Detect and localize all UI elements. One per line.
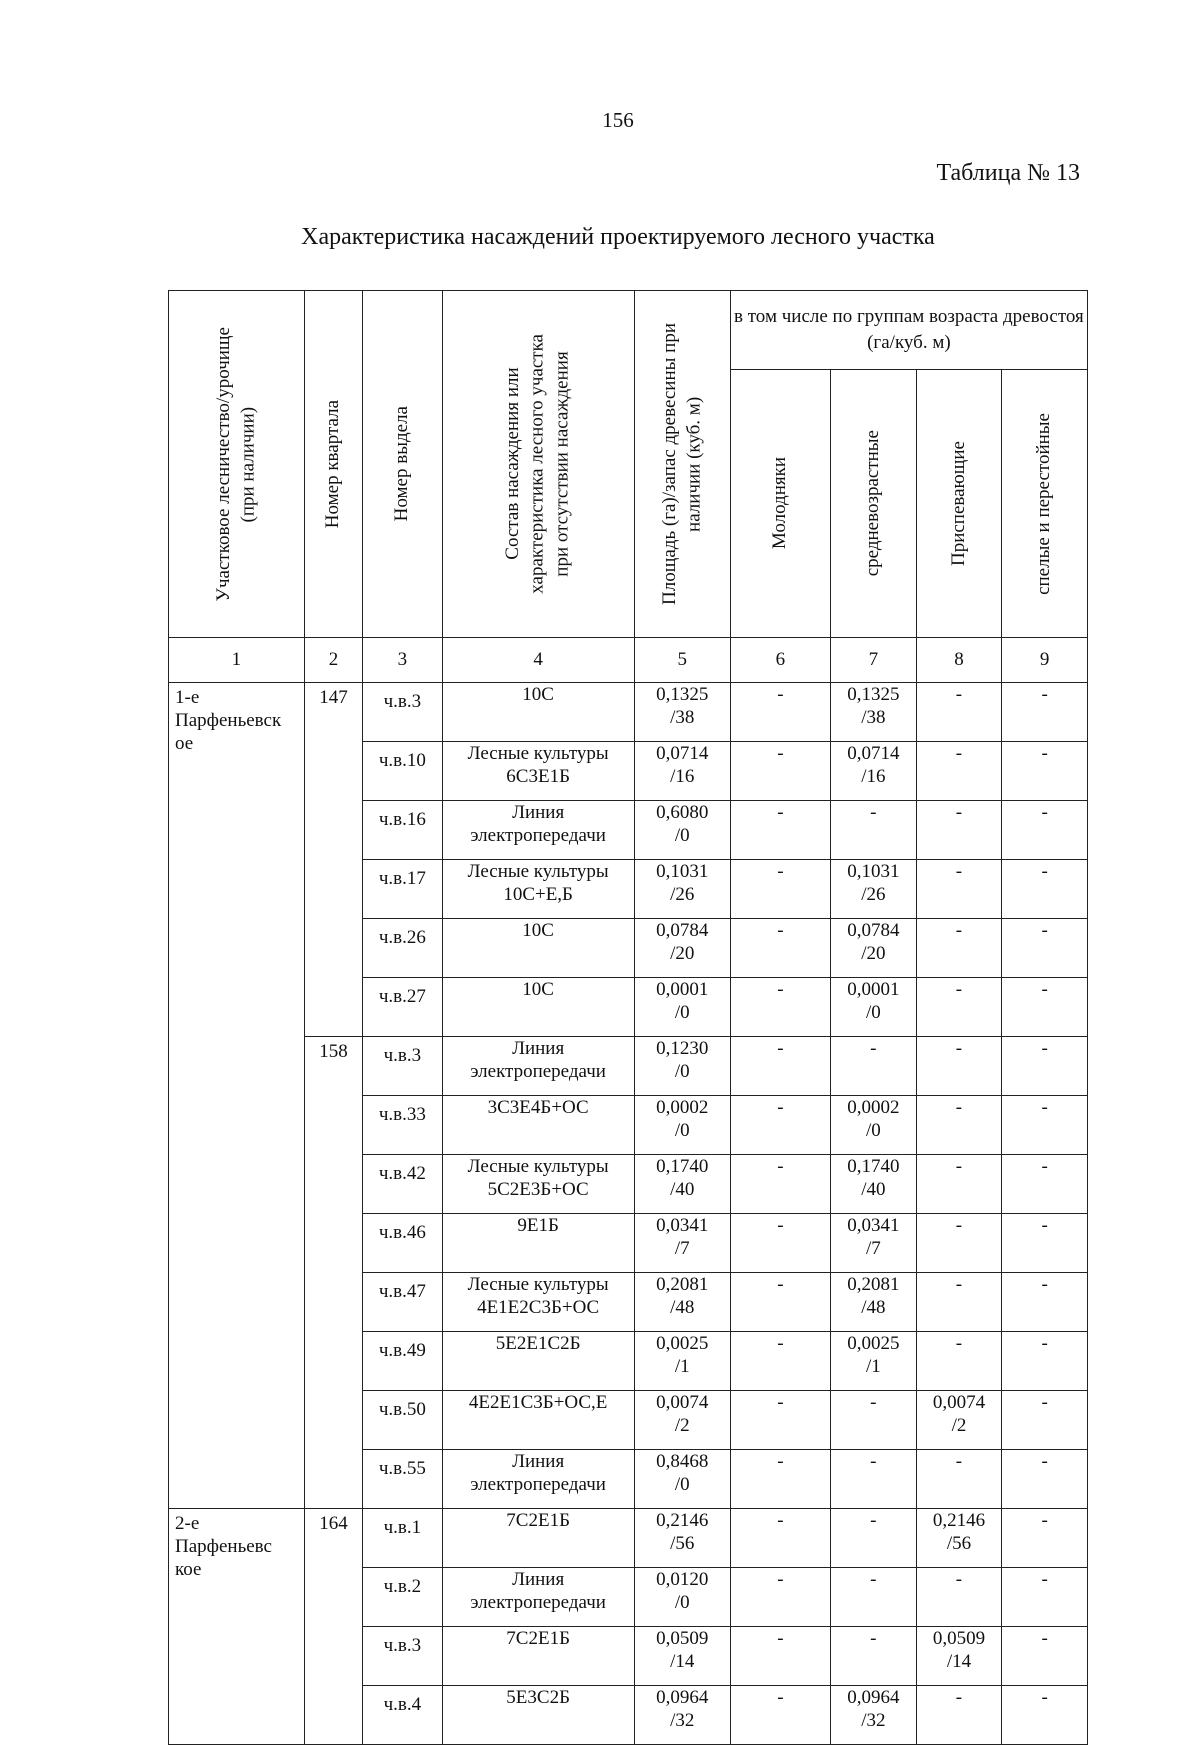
composition-cell: 5Е2Е1С2Б <box>442 1332 634 1391</box>
young-cell: - <box>730 1686 830 1745</box>
middle-aged-cell: - <box>831 1037 917 1096</box>
header-subdivision-number: Номер выдела <box>363 291 442 638</box>
ripening-cell: - <box>916 1686 1002 1745</box>
ripening-cell: - <box>916 1332 1002 1391</box>
document-title: Характеристика насаждений проектируемого лесного участка <box>301 224 935 250</box>
column-number: 6 <box>730 638 830 683</box>
mature-cell: - <box>1002 919 1088 978</box>
mature-cell: - <box>1002 1332 1088 1391</box>
young-cell: - <box>730 742 830 801</box>
subdivision-cell: ч.в.49 <box>363 1332 442 1391</box>
ripening-cell: - <box>916 1568 1002 1627</box>
middle-aged-cell: 0,0784 /20 <box>831 919 917 978</box>
ripening-cell: - <box>916 801 1002 860</box>
header-ripening: Приспевающие <box>916 370 1002 638</box>
subdivision-cell: ч.в.33 <box>363 1096 442 1155</box>
mature-cell: - <box>1002 1037 1088 1096</box>
middle-aged-cell: 0,1031 /26 <box>831 860 917 919</box>
page-number: 156 <box>602 108 634 132</box>
composition-cell: Линия электропередачи <box>442 1037 634 1096</box>
area-volume-cell: 0,0714 /16 <box>634 742 730 801</box>
mature-cell: - <box>1002 1214 1088 1273</box>
ripening-cell: - <box>916 1155 1002 1214</box>
area-volume-cell: 0,0025 /1 <box>634 1332 730 1391</box>
mature-cell: - <box>1002 801 1088 860</box>
area-volume-cell: 0,1230 /0 <box>634 1037 730 1096</box>
area-volume-cell: 0,8468 /0 <box>634 1450 730 1509</box>
subdivision-cell: ч.в.47 <box>363 1273 442 1332</box>
column-number: 4 <box>442 638 634 683</box>
subdivision-cell: ч.в.16 <box>363 801 442 860</box>
young-cell: - <box>730 1450 830 1509</box>
ripening-cell: 0,0074 /2 <box>916 1391 1002 1450</box>
young-cell: - <box>730 683 830 742</box>
young-cell: - <box>730 978 830 1037</box>
area-volume-cell: 0,1740 /40 <box>634 1155 730 1214</box>
subdivision-cell: ч.в.3 <box>363 683 442 742</box>
middle-aged-cell: - <box>831 1450 917 1509</box>
header-forestry: Участковое лесничество/урочище (при наличии) <box>169 291 305 638</box>
subdivision-cell: ч.в.1 <box>363 1509 442 1568</box>
column-number: 2 <box>304 638 362 683</box>
ripening-cell: 0,2146 /56 <box>916 1509 1002 1568</box>
middle-aged-cell: 0,0025 /1 <box>831 1332 917 1391</box>
middle-aged-cell: 0,1740 /40 <box>831 1155 917 1214</box>
area-volume-cell: 0,0784 /20 <box>634 919 730 978</box>
column-number: 9 <box>1002 638 1088 683</box>
composition-cell: 7С2Е1Б <box>442 1509 634 1568</box>
young-cell: - <box>730 801 830 860</box>
area-volume-cell: 0,0964 /32 <box>634 1686 730 1745</box>
middle-aged-cell: 0,1325 /38 <box>831 683 917 742</box>
middle-aged-cell: 0,2081 /48 <box>831 1273 917 1332</box>
composition-cell: Лесные культуры 5С2Е3Б+ОС <box>442 1155 634 1214</box>
mature-cell: - <box>1002 1155 1088 1214</box>
composition-cell: 10С <box>442 978 634 1037</box>
young-cell: - <box>730 1096 830 1155</box>
mature-cell: - <box>1002 1509 1088 1568</box>
area-volume-cell: 0,0341 /7 <box>634 1214 730 1273</box>
header-composition: Состав насаждения или характеристика лесного участка при отсутствии насаждения <box>442 291 634 638</box>
table-body <box>169 683 1088 1745</box>
subdivision-cell: ч.в.3 <box>363 1627 442 1686</box>
middle-aged-cell: 0,0002 /0 <box>831 1096 917 1155</box>
ripening-cell: - <box>916 1037 1002 1096</box>
forestry-cell: 2-е Парфеньевс кое <box>169 1509 305 1745</box>
area-volume-cell: 0,0002 /0 <box>634 1096 730 1155</box>
area-volume-cell: 0,1325 /38 <box>634 683 730 742</box>
composition-cell: Линия электропередачи <box>442 801 634 860</box>
composition-cell: 10С <box>442 919 634 978</box>
column-number: 3 <box>363 638 442 683</box>
ripening-cell: - <box>916 742 1002 801</box>
header-age-groups: в том числе по группам возраста древостоя (га/куб. м) <box>730 291 1087 370</box>
mature-cell: - <box>1002 1568 1088 1627</box>
subdivision-cell: ч.в.42 <box>363 1155 442 1214</box>
composition-cell: 3С3Е4Б+ОС <box>442 1096 634 1155</box>
young-cell: - <box>730 860 830 919</box>
ripening-cell: - <box>916 860 1002 919</box>
subdivision-cell: ч.в.27 <box>363 978 442 1037</box>
area-volume-cell: 0,0001 /0 <box>634 978 730 1037</box>
mature-cell: - <box>1002 1391 1088 1450</box>
table-row <box>169 683 1088 742</box>
composition-cell: 4Е2Е1С3Б+ОС,Е <box>442 1391 634 1450</box>
young-cell: - <box>730 1391 830 1450</box>
ripening-cell: - <box>916 1214 1002 1273</box>
header-mature-overmature: спелые и перестойные <box>1002 370 1088 638</box>
area-volume-cell: 0,0074 /2 <box>634 1391 730 1450</box>
table-row <box>169 1037 1088 1096</box>
subdivision-cell: ч.в.2 <box>363 1568 442 1627</box>
subdivision-cell: ч.в.50 <box>363 1391 442 1450</box>
ripening-cell: - <box>916 1450 1002 1509</box>
ripening-cell: - <box>916 1273 1002 1332</box>
subdivision-cell: ч.в.17 <box>363 860 442 919</box>
composition-cell: 7С2Е1Б <box>442 1627 634 1686</box>
young-cell: - <box>730 1037 830 1096</box>
young-cell: - <box>730 1273 830 1332</box>
middle-aged-cell: - <box>831 1568 917 1627</box>
ripening-cell: - <box>916 978 1002 1037</box>
subdivision-cell: ч.в.3 <box>363 1037 442 1096</box>
column-number: 7 <box>831 638 917 683</box>
subdivision-cell: ч.в.46 <box>363 1214 442 1273</box>
mature-cell: - <box>1002 742 1088 801</box>
composition-cell: Линия электропередачи <box>442 1450 634 1509</box>
young-cell: - <box>730 1155 830 1214</box>
area-volume-cell: 0,2081 /48 <box>634 1273 730 1332</box>
middle-aged-cell: 0,0964 /32 <box>831 1686 917 1745</box>
young-cell: - <box>730 1332 830 1391</box>
mature-cell: - <box>1002 860 1088 919</box>
middle-aged-cell: - <box>831 1509 917 1568</box>
young-cell: - <box>730 1214 830 1273</box>
young-cell: - <box>730 1568 830 1627</box>
header-area-volume: Площадь (га)/запас древесины при наличии (куб. м) <box>634 291 730 638</box>
mature-cell: - <box>1002 978 1088 1037</box>
young-cell: - <box>730 919 830 978</box>
subdivision-cell: ч.в.10 <box>363 742 442 801</box>
quarter-cell: 164 <box>304 1509 362 1745</box>
mature-cell: - <box>1002 1096 1088 1155</box>
table-row <box>169 1509 1088 1568</box>
stand-characteristics-table <box>168 290 1088 1745</box>
column-number: 5 <box>634 638 730 683</box>
forestry-cell: 1-е Парфеньевск ое <box>169 683 305 1509</box>
composition-cell: Лесные культуры 4Е1Е2С3Б+ОС <box>442 1273 634 1332</box>
quarter-cell: 158 <box>304 1037 362 1509</box>
table-header <box>169 291 1088 683</box>
quarter-cell: 147 <box>304 683 362 1037</box>
area-volume-cell: 0,6080 /0 <box>634 801 730 860</box>
column-number: 1 <box>169 638 305 683</box>
area-volume-cell: 0,1031 /26 <box>634 860 730 919</box>
young-cell: - <box>730 1627 830 1686</box>
middle-aged-cell: 0,0001 /0 <box>831 978 917 1037</box>
ripening-cell: - <box>916 1096 1002 1155</box>
composition-cell: Лесные культуры 6С3Е1Б <box>442 742 634 801</box>
subdivision-cell: ч.в.55 <box>363 1450 442 1509</box>
ripening-cell: - <box>916 683 1002 742</box>
area-volume-cell: 0,0120 /0 <box>634 1568 730 1627</box>
middle-aged-cell: 0,0341 /7 <box>831 1214 917 1273</box>
column-number: 8 <box>916 638 1002 683</box>
subdivision-cell: ч.в.4 <box>363 1686 442 1745</box>
mature-cell: - <box>1002 1686 1088 1745</box>
table-label: Таблица № 13 <box>936 160 1080 186</box>
ripening-cell: 0,0509 /14 <box>916 1627 1002 1686</box>
composition-cell: Лесные культуры 10С+Е,Б <box>442 860 634 919</box>
mature-cell: - <box>1002 683 1088 742</box>
mature-cell: - <box>1002 1450 1088 1509</box>
composition-cell: Линия электропередачи <box>442 1568 634 1627</box>
young-cell: - <box>730 1509 830 1568</box>
composition-cell: 5Е3С2Б <box>442 1686 634 1745</box>
middle-aged-cell: - <box>831 1627 917 1686</box>
composition-cell: 10С <box>442 683 634 742</box>
subdivision-cell: ч.в.26 <box>363 919 442 978</box>
middle-aged-cell: - <box>831 1391 917 1450</box>
mature-cell: - <box>1002 1273 1088 1332</box>
area-volume-cell: 0,2146 /56 <box>634 1509 730 1568</box>
composition-cell: 9Е1Б <box>442 1214 634 1273</box>
header-young: Молодняки <box>730 370 830 638</box>
header-middle-aged: средневозрастные <box>831 370 917 638</box>
ripening-cell: - <box>916 919 1002 978</box>
middle-aged-cell: 0,0714 /16 <box>831 742 917 801</box>
column-number-row <box>169 638 1088 683</box>
mature-cell: - <box>1002 1627 1088 1686</box>
area-volume-cell: 0,0509 /14 <box>634 1627 730 1686</box>
header-quarter-number: Номер квартала <box>304 291 362 638</box>
middle-aged-cell: - <box>831 801 917 860</box>
